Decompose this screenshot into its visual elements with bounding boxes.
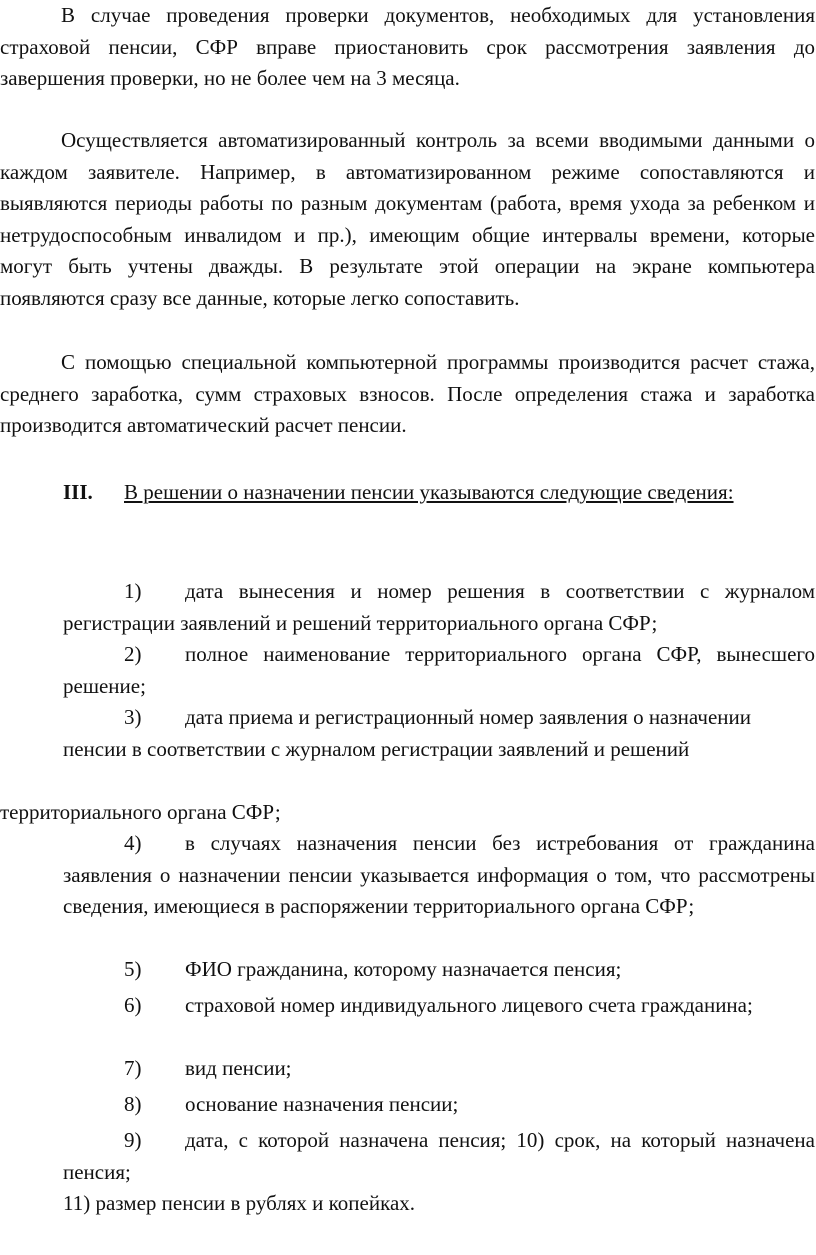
list-item xyxy=(63,702,815,765)
list-item-number: 7) xyxy=(124,1056,142,1080)
list-item xyxy=(63,1089,815,1121)
list-item-number: 5) xyxy=(124,957,142,981)
list-item xyxy=(63,828,815,923)
list-item xyxy=(63,954,815,986)
list-item-text: вид пенсии; xyxy=(185,1056,292,1080)
list-item xyxy=(63,1053,815,1085)
list-item-number: 4) xyxy=(124,831,142,855)
paragraph-calculation: С помощью специальной компьютерной программы производится расчет стажа, среднего заработка, сумм страховых взносов. После определения стажа и заработка производится автоматический расчет пенсии. xyxy=(0,350,815,437)
paragraph-suspension-check: В случае проведения проверки документов, необходимых для установления страховой пенсии, СФР вправе приостановить срок рассмотрения заявления до завершения проверки, но не более чем на 3 месяца. xyxy=(0,3,815,90)
list-item-text: страховой номер индивидуального лицевого счета гражданина; xyxy=(185,993,753,1017)
list-item xyxy=(63,1125,815,1188)
list-item-number: 1) xyxy=(124,579,142,603)
list-item-number: 3) xyxy=(124,705,142,729)
list-item-text: в случаях назначения пенсии без истребования от гражданина заявления о назначении пенсии указывается информация о том, что рассмотрены сведения, имеющиеся в распоряжении территориального органа СФР; xyxy=(63,831,815,918)
list-item xyxy=(63,639,815,702)
list-item-text: полное наименование территориального органа СФР, вынесшего решение; xyxy=(63,642,815,698)
list-item: 11) размер пенсии в рублях и копейках. xyxy=(63,1191,416,1215)
list-item-number: 9) xyxy=(124,1128,142,1152)
list-item-text: дата приема и регистрационный номер заявления о назначении пенсии в соответствии с журналом регистрации заявлений и решений xyxy=(63,705,751,761)
list-item-number: 2) xyxy=(124,642,142,666)
list-item-text: дата, с которой назначена пенсия; 10) срок, на который назначена пенсия; xyxy=(63,1128,815,1184)
list-item-number: 8) xyxy=(124,1092,142,1116)
paragraph-automated-control: Осуществляется автоматизированный контроль за всеми вводимыми данными о каждом заявителе. Например, в автоматизированном режиме сопоставляются и выявляются периоды работы по разным документам (работа, время ухода за ребенком и нетрудоспособным инвалидом и пр.), имеющим общие интервалы времени, которые могут быть учтены дважды. В результате этой операции на экране компьютера появляются сразу все данные, которые легко сопоставить. xyxy=(0,128,815,310)
list-item xyxy=(63,990,815,1022)
list-item-text: дата вынесения и номер решения в соответствии с журналом регистрации заявлений и решений территориального органа СФР; xyxy=(63,579,815,635)
list-item-continuation: территориального органа СФР; xyxy=(0,800,281,824)
list-item-number: 6) xyxy=(124,993,142,1017)
list-item-text: ФИО гражданина, которому назначается пенсия; xyxy=(185,957,622,981)
section-number: III. xyxy=(63,480,93,504)
section-title: В решении о назначении пенсии указываются следующие сведения: xyxy=(124,480,734,504)
list-item-text: основание назначения пенсии; xyxy=(185,1092,459,1116)
list-item xyxy=(63,576,815,639)
